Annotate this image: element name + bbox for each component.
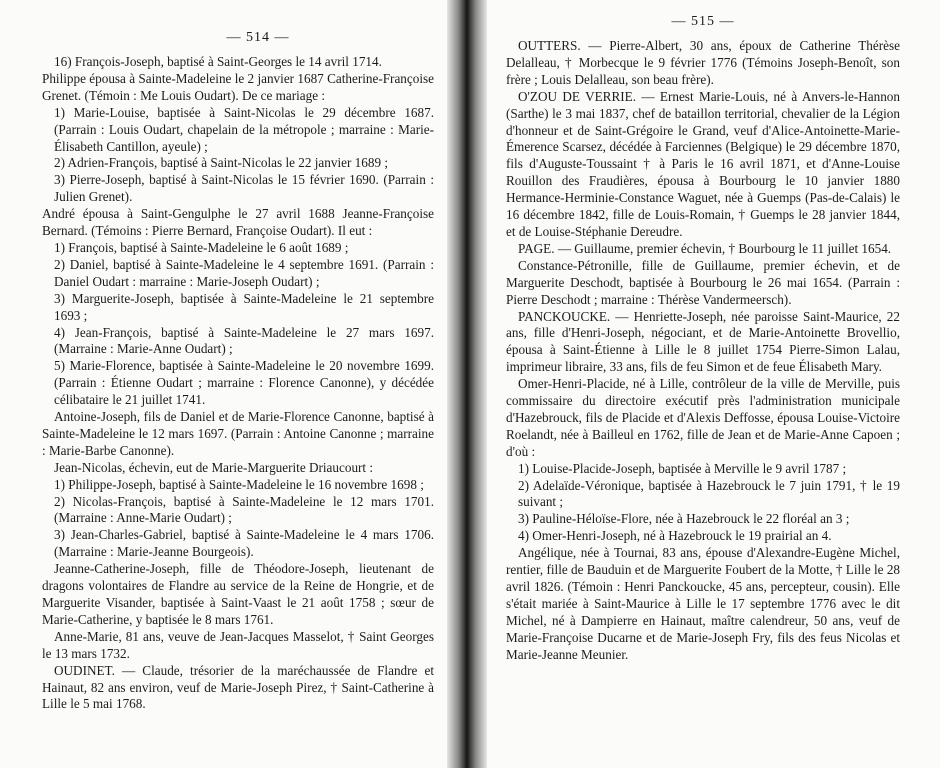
- left-paragraph: 3) Marguerite-Joseph, baptisée à Sainte-Madeleine le 21 septembre 1693 ;: [54, 290, 434, 323]
- left-paragraph: Philippe épousa à Sainte-Madeleine le 2 janvier 1687 Catherine-Françoise Grenet. (Témoin : Me Louis Oudart). De ce mariage :: [42, 70, 434, 103]
- left-paragraph: 2) Nicolas-François, baptisé à Sainte-Madeleine le 12 mars 1701. (Marraine : Anne-Marie Oudart) ;: [54, 493, 434, 526]
- left-paragraph: 2) Daniel, baptisé à Sainte-Madeleine le 4 septembre 1691. (Parrain : Daniel Oudart : marraine : Marie-Joseph Oudart) ;: [54, 256, 434, 289]
- left-page-number: — 514 —: [226, 30, 290, 45]
- left-paragraph: 3) Pierre-Joseph, baptisé à Saint-Nicolas le 15 février 1690. (Parrain : Julien Grenet).: [54, 172, 434, 205]
- left-paragraph: 3) Jean-Charles-Gabriel, baptisé à Sainte-Madeleine le 4 mars 1706. (Marraine : Marie-Jeanne Bourgeois).: [54, 527, 434, 560]
- right-paragraph: Angélique, née à Tournai, 83 ans, épouse d'Alexandre-Eugène Michel, rentier, fille de Bauduin et de Marguerite Foubert de la Motte, † Lille le 28 avril 1826. (Témoin : Henri Panckoucke, 45 ans, percepteur, cousin). Elle s'était mariée à Saint-Maurice à Lille le 17 septembre 1776 avec le dit Michel, né à Dampierre en Hainaut, maître calendreur, 50 ans, veuf de Marie-Françoise Ducarne et de Marie-Joseph Fry, fils des feus Nicolas et Marie-Jeanne Meunier.: [506, 545, 901, 662]
- left-paragraph: 1) Marie-Louise, baptisée à Saint-Nicolas le 29 décembre 1687. (Parrain : Louis Oudart, chapelain de la métropole ; marraine : Marie-Élisabeth Cantillon, ayeule) ;: [54, 104, 434, 154]
- left-paragraph: 1) Philippe-Joseph, baptisé à Sainte-Madeleine le 16 novembre 1698 ;: [54, 476, 424, 492]
- left-paragraph: 2) Adrien-François, baptisé à Saint-Nicolas le 22 janvier 1689 ;: [54, 155, 389, 171]
- left-paragraph: André épousa à Saint-Gengulphe le 27 avril 1688 Jeanne-Françoise Bernard. (Témoins : Pierre Bernard, Françoise Oudart). Il eut :: [42, 206, 434, 239]
- left-page: [0, 0, 448, 768]
- left-paragraph: Anne-Marie, 81 ans, veuve de Jean-Jacques Masselot, † Saint Georges le 13 mars 1732.: [42, 628, 434, 661]
- right-page-text: [506, 38, 900, 664]
- left-paragraph: Antoine-Joseph, fils de Daniel et de Marie-Florence Canonne, baptisé à Sainte-Madeleine le 12 mars 1697. (Parrain : Antoine Canonne ; marraine : Marie-Barbe Canonne).: [42, 409, 434, 458]
- right-page-number: — 515 —: [671, 14, 735, 29]
- right-paragraph: Constance-Pétronille, fille de Guillaume, premier échevin, et de Marguerite Deschodt, baptisée à Bourbourg le 26 mai 1654. (Parrain : Pierre Deschodt ; marraine : Thérèse Vandermeersch).: [506, 257, 900, 307]
- right-page: [486, 0, 940, 768]
- book-gutter: [447, 0, 487, 768]
- left-paragraph: OUDINET. — Claude, trésorier de la maréchaussée de Flandre et Hainaut, 82 ans environ, veuf de Marie-Joseph Pirez, † Saint-Catherine à Lille le 5 mai 1768.: [42, 662, 434, 712]
- left-page-text: [42, 54, 434, 713]
- right-paragraph: PANCKOUCKE. — Henriette-Joseph, née paroisse Saint-Maurice, 22 ans, fille d'Henri-Joseph, négociant, et de Marie-Antoinette Brovellio, épousa à Saint-Étienne à Lille le 8 juillet 1754 Pierre-Simon Lalau, imprimeur libraire, 33 ans, fils de feu Simon et de feue Élisabeth Mary.: [506, 308, 900, 375]
- left-paragraph: 4) Jean-François, baptisé à Sainte-Madeleine le 27 mars 1697. (Marraine : Marie-Anne Oudart) ;: [54, 324, 434, 357]
- left-paragraph: Jean-Nicolas, échevin, eut de Marie-Marguerite Driaucourt :: [54, 459, 374, 475]
- right-paragraph: OUTTERS. — Pierre-Albert, 30 ans, époux de Catherine Thérèse Delalleau, † Morbecque le 9 février 1776 (Témoins Joseph-Benoît, son frère ; Louis Delalleau, son beau frère).: [506, 38, 900, 87]
- right-paragraph: 2) Adelaïde-Véronique, baptisée à Hazebrouck le 7 juin 1791, † le 19 suivant ;: [518, 477, 900, 510]
- left-paragraph: 1) François, baptisé à Sainte-Madeleine le 6 août 1689 ;: [54, 239, 349, 255]
- right-paragraph: O'ZOU DE VERRIE. — Ernest Marie-Louis, né à Anvers-le-Hannon (Sarthe) le 3 mai 1837, chef de bataillon territorial, chevalier de la Légion d'honneur et de Saint-Grégoire le Grand, veuf d'Alice-Antoinette-Marie-Émerence Scarsez, décédée à Farciennes (Belgique) le 29 décembre 1870, fils d'Auguste-Toussaint † à Paris le 16 avril 1871, et d'Anne-Louise Rouillon des Fraudières, épousa à Bourbourg le 10 janvier 1880 Hermance-Herminie-Constance Waguet, née à Guemps (Pas-de-Calais) le 16 décembre 1842, fille de Louis-Romain, † Guemps le 28 janvier 1844, et de Louise-Stéphanie Dereudre.: [506, 88, 900, 239]
- left-paragraph: 5) Marie-Florence, baptisée à Sainte-Madeleine le 20 novembre 1699. (Parrain : Étienne Oudart ; marraine : Florence Canonne), y décédée célibataire le 21 juillet 1741.: [54, 358, 434, 408]
- right-paragraph: Omer-Henri-Placide, né à Lille, contrôleur de la ville de Merville, puis commissaire du directoire exécutif près l'administration municipale d'Hazebrouck, fils de Placide et d'Alexis Deffosse, épousa Louise-Victoire Roelandt, née à Bailleul en 1762, fille de Jean et de Marie-Anne Capoen ; d'où :: [506, 376, 900, 459]
- right-paragraph: PAGE. — Guillaume, premier échevin, † Bourbourg le 11 juillet 1654.: [518, 240, 892, 256]
- right-paragraph: 1) Louise-Placide-Joseph, baptisée à Merville le 9 avril 1787 ;: [518, 460, 847, 476]
- left-paragraph: 16) François-Joseph, baptisé à Saint-Georges le 14 avril 1714.: [54, 54, 382, 69]
- right-paragraph: 3) Pauline-Héloïse-Flore, née à Hazebrouck le 22 floréal an 3 ;: [518, 511, 850, 527]
- left-paragraph: Jeanne-Catherine-Joseph, fille de Théodore-Joseph, lieutenant de dragons volontaires de Flandre au service de la Reine de Hongrie, et de Marguerite Visander, baptisée à Saint-Vaast le 21 août 1758 ; sœur de Marie-Catherine, y baptisée le 8 mars 1761.: [42, 561, 434, 627]
- right-paragraph: 4) Omer-Henri-Joseph, né à Hazebrouck le 19 prairial an 4.: [518, 528, 832, 544]
